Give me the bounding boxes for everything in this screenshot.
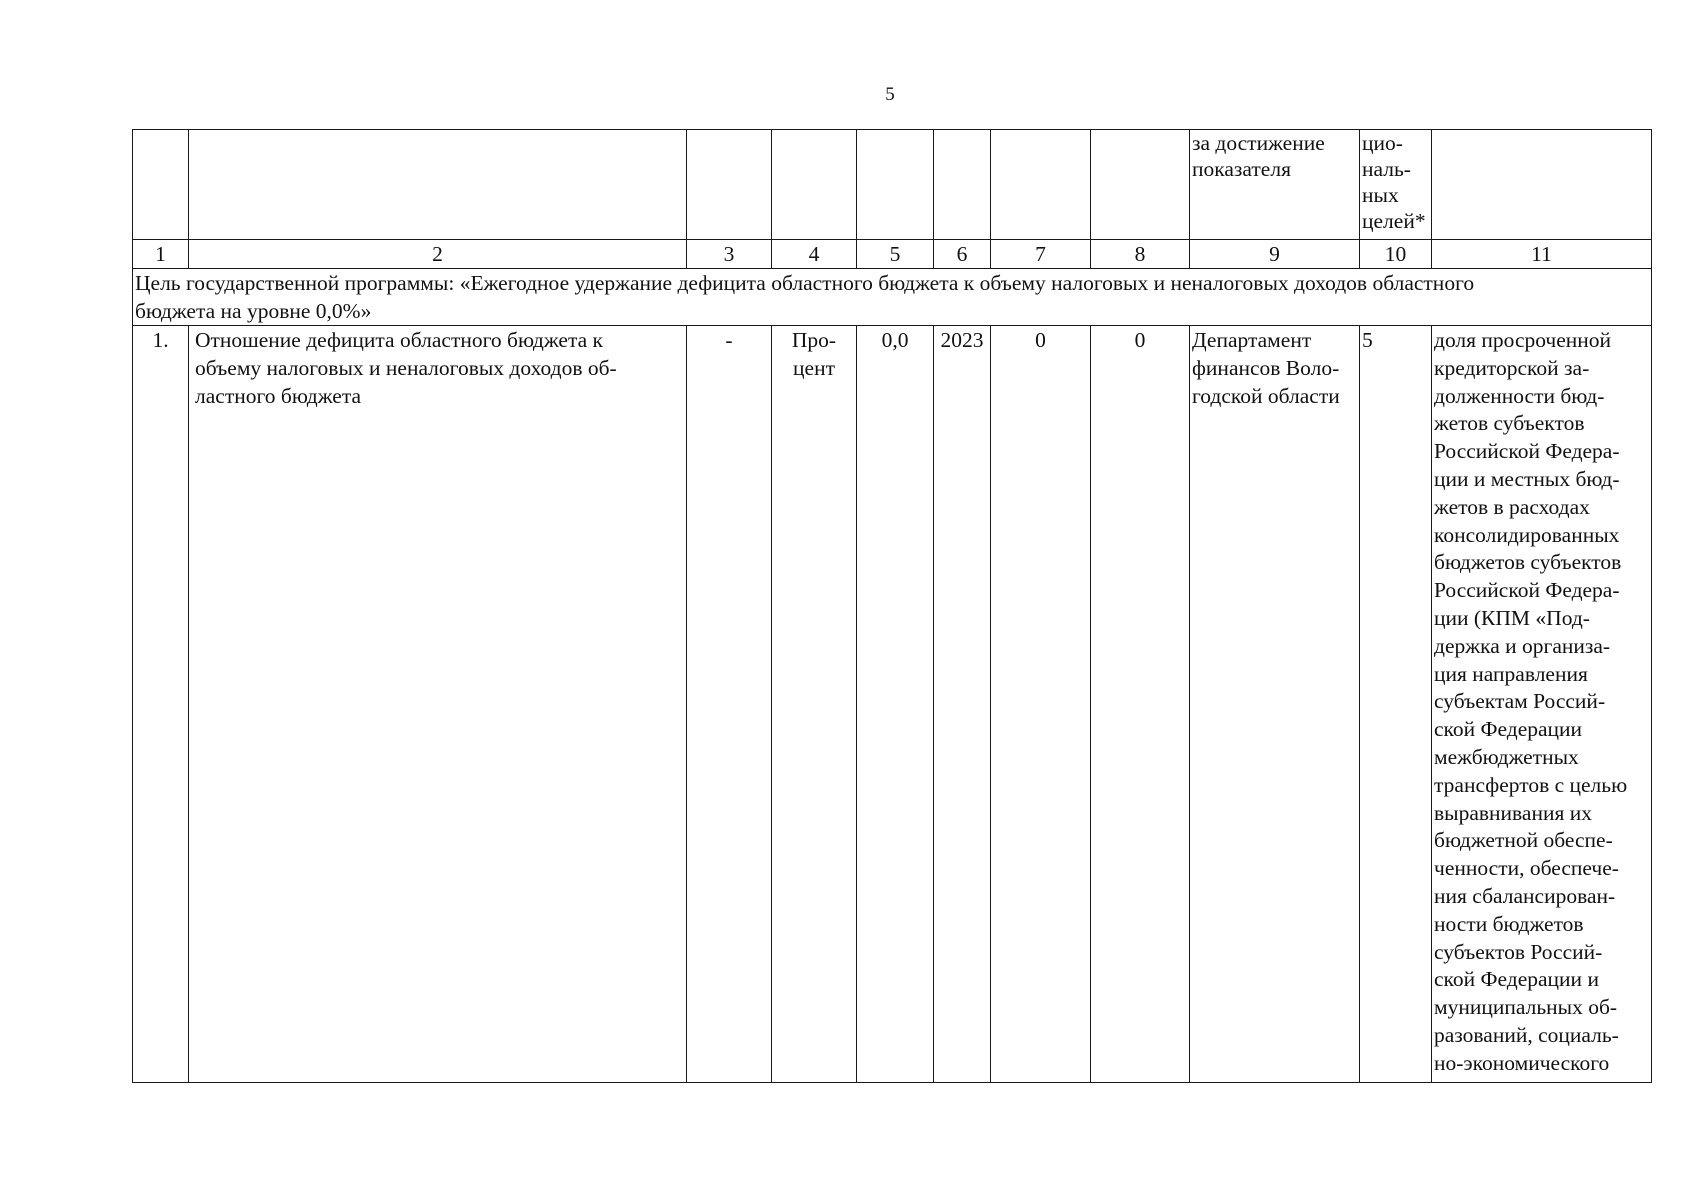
header-continuation-row — [133, 130, 1652, 240]
header-text-line: показателя — [1192, 157, 1291, 181]
related-indicator — [1432, 326, 1652, 1083]
header-cell-3 — [687, 130, 772, 240]
header-cell-national-goals — [1360, 130, 1432, 240]
unit-text-line: цент — [793, 355, 835, 380]
related-text-line: выравнивания их — [1434, 800, 1592, 825]
related-text-line: доля просроченной — [1434, 328, 1612, 352]
responsible-text-line: финансов Воло- — [1192, 355, 1340, 380]
goal-text-line: Цель государственной программы: «Ежегодное удержание дефицита областного бюджета к объему налоговых и неналоговых доходов областного — [135, 271, 1475, 295]
header-cell-11 — [1432, 130, 1652, 240]
related-text-line: ции (КПМ «Под- — [1434, 605, 1590, 630]
column-numbers-row — [133, 240, 1652, 269]
responsible-text-line: Департамент — [1192, 328, 1312, 352]
related-text-line: Российской Федера- — [1434, 439, 1620, 464]
header-text-line: цио- — [1362, 131, 1403, 155]
related-text-line: ской Федерации и — [1434, 967, 1599, 992]
related-text-line: ской Федерации — [1434, 717, 1583, 742]
indicator-level: - — [687, 326, 772, 1083]
page-number: 5 — [885, 84, 895, 105]
value-col8: 0 — [1091, 326, 1190, 1083]
header-text-line: целей* — [1362, 209, 1426, 233]
related-text-line: трансфертов с целью — [1434, 772, 1628, 797]
column-number: 1 — [133, 240, 189, 269]
responsible-body — [1190, 326, 1360, 1083]
header-cell-4 — [772, 130, 857, 240]
unit-of-measure — [772, 326, 857, 1083]
header-text-line: за достижение — [1192, 131, 1325, 155]
column-number: 10 — [1360, 240, 1432, 269]
column-number: 9 — [1190, 240, 1360, 269]
unit-text-line: Про- — [791, 328, 837, 352]
related-text-line: бюджетов субъектов — [1434, 550, 1622, 575]
base-value: 0,0 — [857, 326, 934, 1083]
header-text-line: ных — [1362, 183, 1399, 207]
goal-cell — [133, 269, 1652, 326]
value-col7: 0 — [991, 326, 1091, 1083]
column-number: 7 — [991, 240, 1091, 269]
related-text-line: ния сбалансирован- — [1434, 883, 1616, 908]
indicators-table — [132, 129, 1652, 1083]
column-number: 11 — [1432, 240, 1652, 269]
header-cell-8 — [1091, 130, 1190, 240]
related-text-line: ченности, обеспече- — [1434, 856, 1619, 881]
column-number: 6 — [934, 240, 991, 269]
related-text-line: но-экономического — [1434, 1050, 1610, 1075]
responsible-text-line: годской области — [1192, 383, 1340, 408]
header-cell-2 — [189, 130, 687, 240]
goal-text-line: бюджета на уровне 0,0%» — [135, 299, 372, 323]
related-text-line: жетов в расходах — [1434, 494, 1590, 519]
goal-row — [133, 269, 1652, 326]
related-text-line: разований, социаль- — [1434, 1022, 1619, 1047]
column-number: 3 — [687, 240, 772, 269]
header-cell-5 — [857, 130, 934, 240]
column-number: 4 — [772, 240, 857, 269]
column-number: 2 — [189, 240, 687, 269]
header-cell-6 — [934, 130, 991, 240]
related-text-line: субъектов Россий- — [1434, 939, 1603, 964]
indicator-text-line: Отношение дефицита областного бюджета к — [195, 328, 603, 352]
related-text-line: ция направления — [1434, 661, 1588, 686]
related-text-line: долженности бюд- — [1434, 383, 1605, 408]
related-text-line: жетов субъектов — [1434, 411, 1585, 436]
column-number: 8 — [1091, 240, 1190, 269]
national-goals-link: 5 — [1360, 326, 1432, 1083]
related-text-line: консолидированных — [1434, 522, 1620, 547]
base-year: 2023 — [934, 326, 991, 1083]
header-cell-responsible — [1190, 130, 1360, 240]
header-cell-7 — [991, 130, 1091, 240]
related-text-line: кредиторской за- — [1434, 355, 1590, 380]
related-text-line: муниципальных об- — [1434, 995, 1618, 1020]
related-text-line: межбюджетных — [1434, 744, 1579, 769]
column-number: 5 — [857, 240, 934, 269]
related-text-line: держка и организа- — [1434, 633, 1611, 658]
indicator-text-line: ластного бюджета — [195, 383, 362, 408]
header-text-line: наль- — [1362, 157, 1411, 181]
indicator-name — [189, 326, 687, 1083]
related-text-line: ности бюджетов — [1434, 911, 1584, 936]
related-text-line: ции и местных бюд- — [1434, 466, 1620, 491]
header-cell-1 — [133, 130, 189, 240]
row-number: 1. — [133, 326, 189, 1083]
related-text-line: Российской Федера- — [1434, 578, 1620, 603]
related-text-line: бюджетной обеспе- — [1434, 828, 1613, 853]
indicator-text-line: объему налоговых и неналоговых доходов об- — [195, 355, 617, 380]
table-row — [133, 326, 1652, 1083]
related-text-line: субъектам Россий- — [1434, 689, 1606, 714]
